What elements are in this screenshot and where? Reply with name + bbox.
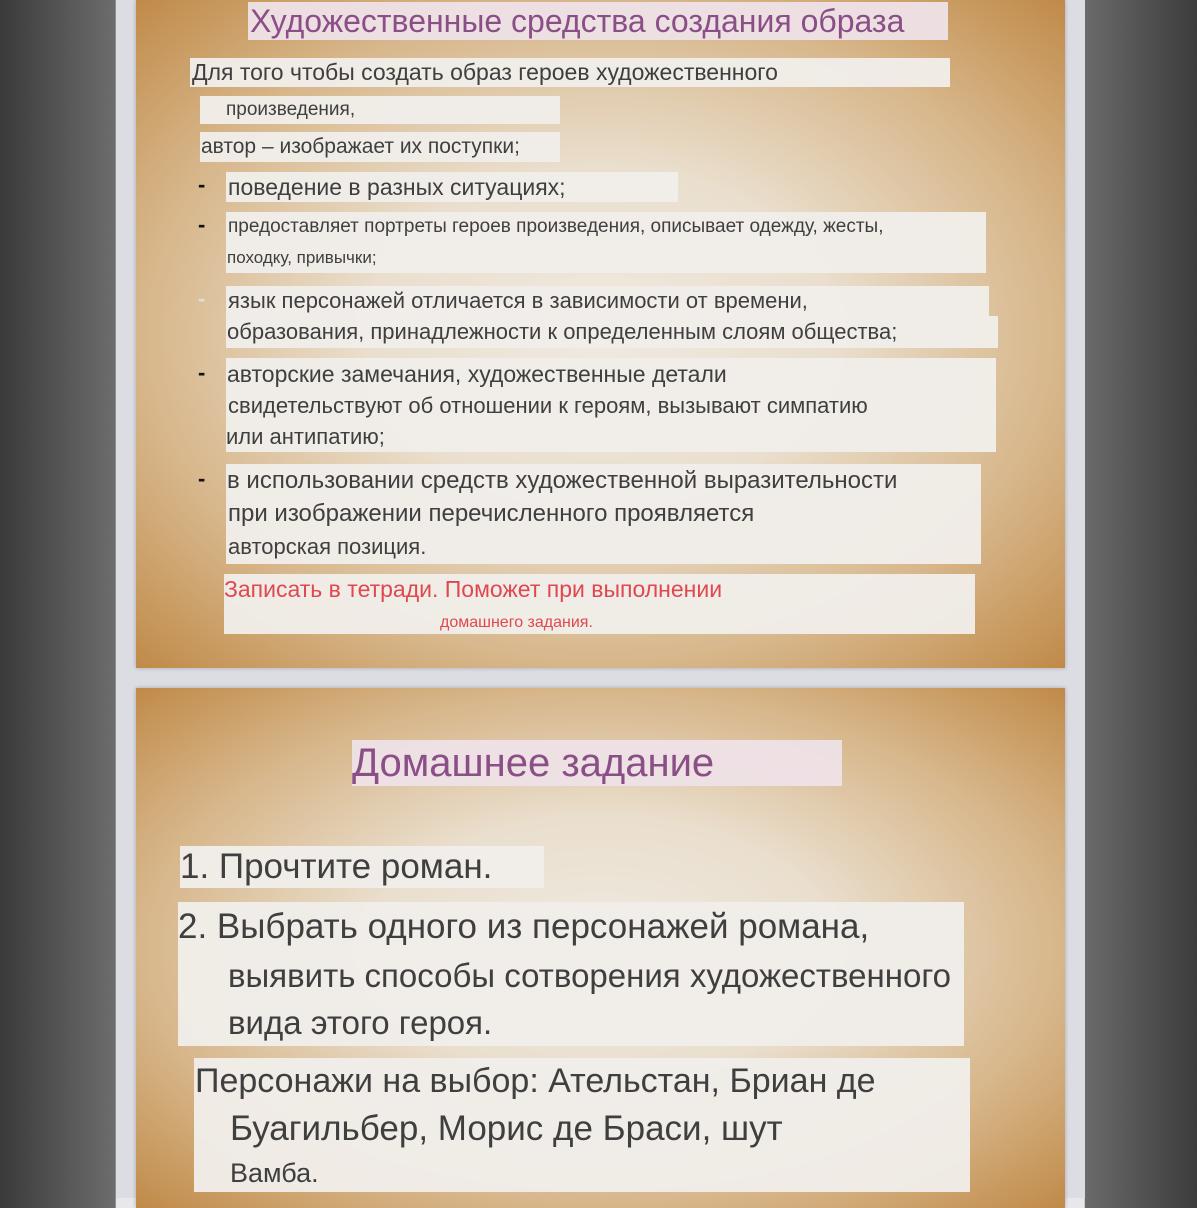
note-line-2: домашнего задания.	[224, 604, 975, 634]
bullet-marker: -	[198, 212, 206, 237]
bullet-3-line-1: язык персонажей отличается в зависимости от времени,	[226, 286, 989, 316]
slide-1-title: Художественные средства создания образа	[248, 2, 948, 40]
slide-1	[136, 0, 1065, 668]
bullet-4-line-1: авторские замечания, художественные детали	[226, 358, 996, 390]
homework-item-2-line-3: вида этого героя.	[178, 1000, 964, 1046]
homework-item-1: 1. Прочтите роман.	[180, 846, 544, 888]
intro-line-3: автор – изображает их поступки;	[200, 132, 560, 162]
intro-line-2: произведения,	[200, 96, 560, 124]
bullet-marker: -	[198, 466, 206, 491]
bullet-marker: -	[198, 172, 206, 197]
bullet-5-line-3: авторская позиция.	[226, 530, 981, 564]
bullet-marker: -	[198, 286, 206, 311]
homework-item-2-line-1: 2. Выбрать одного из персонажей романа,	[178, 902, 964, 952]
characters-line-1: Персонажи на выбор: Ательстан, Бриан де	[194, 1058, 970, 1104]
bullet-5-line-1: в использовании средств художественной выразительности	[226, 464, 981, 498]
homework-item-2-line-2: выявить способы сотворения художественного	[178, 952, 964, 1000]
intro-line-1: Для того чтобы создать образ героев художественного	[190, 58, 950, 87]
bullet-marker: -	[198, 360, 206, 385]
bullet-1-line-1: поведение в разных ситуациях;	[226, 172, 678, 202]
note-line-1: Записать в тетради. Поможет при выполнении	[224, 574, 975, 604]
bullet-3-line-2: образования, принадлежности к определенным слоям общества;	[226, 316, 998, 348]
slide-2	[136, 688, 1065, 1208]
bullet-4-line-3: или антипатию;	[226, 422, 996, 452]
bullet-2-line-1: предоставляет портреты героев произведения, описывает одежду, жесты,	[226, 212, 986, 242]
characters-line-3: Вамба.	[194, 1154, 970, 1192]
bullet-2-line-2: походку, привычки;	[226, 242, 986, 273]
slide-2-title: Домашнее задание	[352, 740, 842, 786]
characters-line-2: Буагильбер, Морис де Браси, шут	[194, 1104, 970, 1154]
bullet-4-line-2: свидетельствуют об отношении к героям, вызывают симпатию	[226, 390, 996, 422]
bullet-5-line-2: при изображении перечисленного проявляется	[226, 498, 981, 530]
